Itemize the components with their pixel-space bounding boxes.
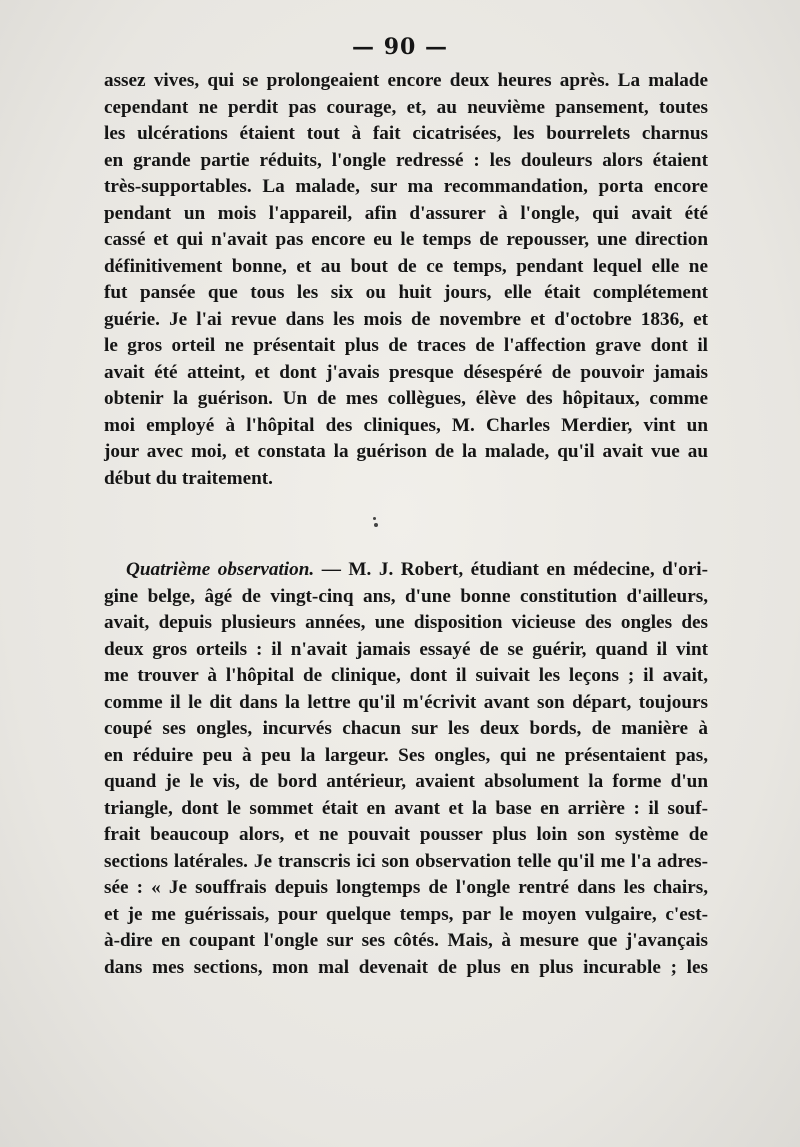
text-line: me trouver à l'hôpital de clinique, dont il suivait les leçons ; il avait, xyxy=(104,665,708,686)
text-line: obtenir la guérison. Un de mes collègues, élève des hôpitaux, comme xyxy=(104,388,708,409)
text-line: en grande partie réduits, l'ongle redressé : les douleurs alors étaient xyxy=(104,149,708,171)
text-line: fut pansée que tous les six ou huit jours, elle était complétement xyxy=(104,282,708,303)
observation-heading: Quatrième observation. xyxy=(126,559,315,580)
page-number: — 90 — xyxy=(352,34,448,60)
paragraph-1 xyxy=(104,68,708,492)
text-line: sections latérales. Je transcris ici son observation telle qu'il me l'a adres- xyxy=(104,850,708,872)
text-line: définitivement bonne, et au bout de ce temps, pendant lequel elle ne xyxy=(104,255,708,277)
text-line: comme il le dit dans la lettre qu'il m'écrivit avant son départ, toujours xyxy=(104,691,708,713)
ink-speck xyxy=(374,523,378,527)
text-line: guérie. Je l'ai revue dans les mois de novembre et d'octobre 1836, et xyxy=(104,308,708,330)
text-line: avait, depuis plusieurs années, une disposition vicieuse des ongles des xyxy=(104,612,708,633)
text-line: les ulcérations étaient tout à fait cicatrisées, les bourrelets charnus xyxy=(104,123,708,144)
text-line: pendant un mois l'appareil, afin d'assurer à l'ongle, qui avait été xyxy=(104,202,708,224)
text-line: triangle, dont le sommet était en avant et la base en arrière : il souf- xyxy=(104,797,708,819)
text-line: sée : « Je souffrais depuis longtemps de l'ongle rentré dans les chairs, xyxy=(104,877,708,898)
text-line: frait beaucoup alors, et ne pouvait pousser plus loin son système de xyxy=(104,824,708,845)
text-line: début du traitement. xyxy=(104,467,273,489)
text-fragment: — M. J. Robert, étudiant en médecine, d'ori- xyxy=(314,559,708,580)
text-line: assez vives, qui se prolongeaient encore deux heures après. La malade xyxy=(104,70,708,91)
text-line: gine belge, âgé de vingt-cinq ans, d'une bonne constitution d'ailleurs, xyxy=(104,585,708,607)
text-line: deux gros orteils : il n'avait jamais essayé de se guérir, quand il vint xyxy=(104,638,708,660)
ink-speck xyxy=(373,517,376,520)
text-line: cependant ne perdit pas courage, et, au neuvième pansement, toutes xyxy=(104,96,708,118)
text-line: très-supportables. La malade, sur ma recommandation, porta encore xyxy=(104,176,708,197)
show-through-text xyxy=(120,518,720,556)
text-line: dans mes sections, mon mal devenait de plus en plus incurable ; les xyxy=(104,956,708,978)
text-line: jour avec moi, et constata la guérison de la malade, qu'il avait vue au xyxy=(104,441,708,462)
first-line xyxy=(104,557,708,584)
text-line: coupé ses ongles, incurvés chacun sur les deux bords, de manière à xyxy=(104,718,708,739)
text-line: cassé et qui n'avait pas encore eu le temps de repousser, une direction xyxy=(104,229,708,250)
text-line: quand je le vis, de bord antérieur, avaient absolument la forme d'un xyxy=(104,771,708,792)
text-line: à-dire en coupant l'ongle sur ses côtés. Mais, à mesure que j'avançais xyxy=(104,930,708,951)
text-line: avait été atteint, et dont j'avais presque désespéré de pouvoir jamais xyxy=(104,361,708,383)
text-line: en réduire peu à peu la largeur. Ses ongles, qui ne présentaient pas, xyxy=(104,744,708,766)
text-line: le gros orteil ne présentait plus de traces de l'affection grave dont il xyxy=(104,335,708,356)
text-line: et je me guérissais, pour quelque temps, par le moyen vulgaire, c'est- xyxy=(104,903,708,925)
paragraph-2 xyxy=(104,557,708,981)
text-line: moi employé à l'hôpital des cliniques, M. Charles Merdier, vint un xyxy=(104,414,708,436)
